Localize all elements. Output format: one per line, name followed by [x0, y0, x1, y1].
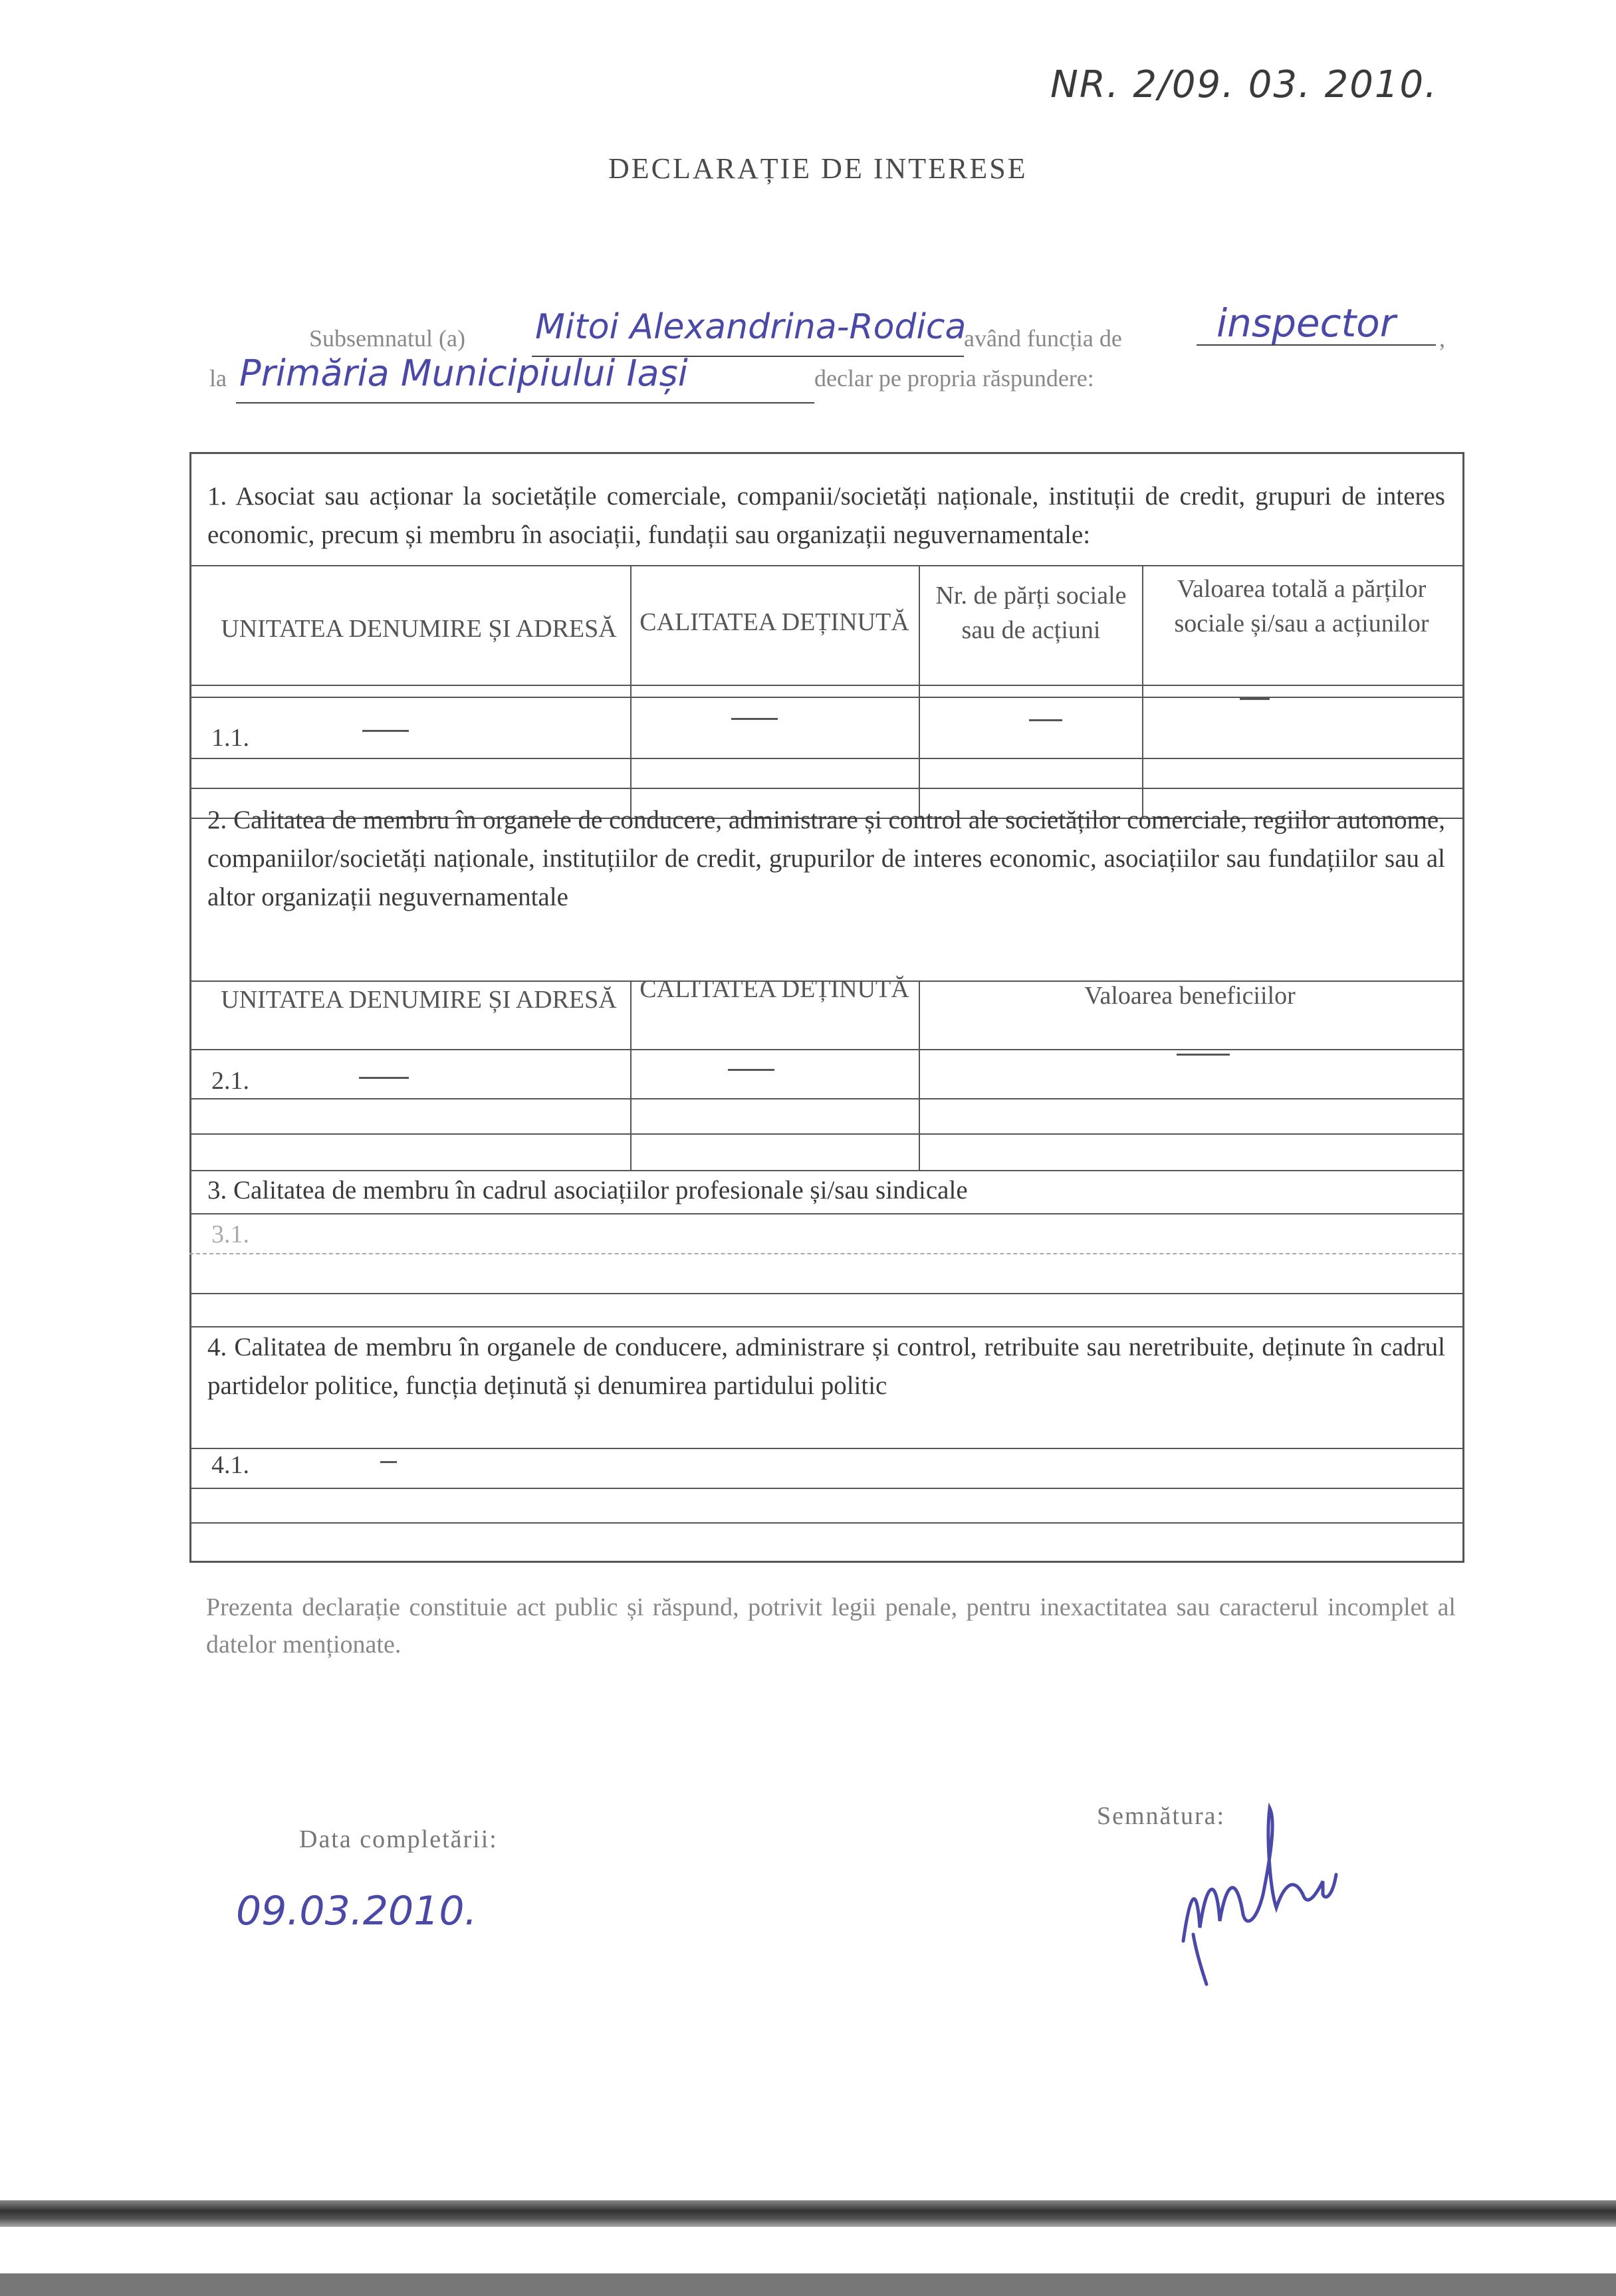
handwritten-signature — [1170, 1795, 1356, 1988]
empty-dash — [1240, 698, 1270, 700]
s3-row-label: 3.1. — [211, 1220, 249, 1248]
intro-having-function: având funcția de — [964, 325, 1122, 352]
intro-prefix: Subsemnatul (a) — [309, 325, 465, 352]
s1-col-unit: UNITATEA DENUMIRE ȘI ADRESĂ — [221, 615, 617, 643]
rule — [189, 1488, 1462, 1489]
s1-col-value: Valoarea totală a părților sociale și/sau a acțiunilor — [1174, 575, 1429, 637]
col-divider — [919, 980, 920, 1170]
section-3-heading: 3. Calitatea de membru în cadrul asociațiilor profesionale și/sau sindicale — [207, 1176, 968, 1205]
section-2-heading: 2. Calitatea de membru în organele de conducere, administrare și control ale societăților comerciale, regiilor autonome, companiilor/societăți naționale, instituțiilor de credit, grupurilor de interes economic, asociațiilor sau fundațiilor sau al altor organizații neguvernamentale — [207, 806, 1445, 911]
rule — [189, 1326, 1462, 1327]
col-divider — [630, 980, 632, 1170]
s1-col-shares: Nr. de părți sociale sau de acțiuni — [935, 582, 1127, 644]
empty-dash — [728, 1069, 774, 1071]
empty-dash — [1029, 719, 1062, 721]
s1-row-label: 1.1. — [211, 724, 249, 752]
rule — [189, 1293, 1462, 1294]
completion-date: 09.03.2010. — [236, 1888, 477, 1934]
section-1-heading: 1. Asociat sau acționar la societățile comerciale, companii/societăți naționale, instituții de credit, grupuri de interes economic, precum și membru în asociații, fundații sau organizații neguvernamentale: — [207, 482, 1445, 549]
legal-statement: Prezenta declarație constituie act public și răspund, potrivit legii penale, pentru inexactitatea sau caracterul incomplet al datelor menționate. — [206, 1593, 1456, 1659]
s2-col-quality: CALITATEA DEȚINUTĂ — [639, 975, 909, 1003]
s4-row-label: 4.1. — [211, 1451, 249, 1479]
col-divider — [630, 565, 632, 818]
empty-dash — [362, 730, 409, 732]
rule — [189, 1253, 1462, 1254]
s2-col-unit: UNITATEA DENUMIRE ȘI ADRESĂ — [221, 986, 617, 1014]
empty-dash — [359, 1077, 409, 1079]
s2-row-label: 2.1. — [211, 1067, 249, 1095]
empty-dash — [380, 1461, 397, 1463]
rule — [189, 1522, 1462, 1524]
rule — [189, 697, 1462, 698]
registration-number: NR. 2/09. 03. 2010. — [1050, 63, 1438, 106]
intro-declare: declar pe propria răspundere: — [814, 365, 1094, 392]
section-4-heading: 4. Calitatea de membru în organele de conducere, administrare și control, retribuite sau neretribuite, deținute în cadrul partidelor politice, funcția deținută și denumirea partidului politic — [207, 1333, 1445, 1400]
declarant-name: Mitoi Alexandrina-Rodica — [535, 307, 967, 347]
rule — [189, 685, 1462, 686]
rule — [189, 1049, 1462, 1050]
employer-underline — [236, 402, 814, 403]
col-divider — [919, 565, 920, 818]
rule — [189, 565, 1462, 566]
scan-artifact-bar — [0, 2200, 1616, 2227]
rule — [189, 1133, 1462, 1135]
declarant-employer: Primăria Municipiului Iași — [239, 352, 688, 394]
date-label: Data completării: — [299, 1825, 498, 1853]
declarant-function: inspector — [1216, 300, 1396, 346]
s1-col-quality: CALITATEA DEȚINUTĂ — [639, 608, 909, 636]
intro-comma: , — [1439, 325, 1445, 352]
rule — [189, 1448, 1462, 1449]
rule — [189, 1098, 1462, 1099]
col-divider — [1142, 565, 1143, 818]
rule — [189, 1213, 1462, 1214]
intro-at: la — [209, 365, 227, 392]
document-title: DECLARAȚIE DE INTERESE — [608, 152, 1028, 185]
s2-col-benefits: Valoarea beneficiilor — [1084, 982, 1296, 1010]
rule — [189, 758, 1462, 759]
empty-dash — [731, 718, 778, 720]
rule — [189, 788, 1462, 789]
signature-label: Semnătura: — [1097, 1802, 1226, 1830]
empty-dash — [1177, 1054, 1230, 1056]
scan-bottom-edge — [0, 2273, 1616, 2296]
